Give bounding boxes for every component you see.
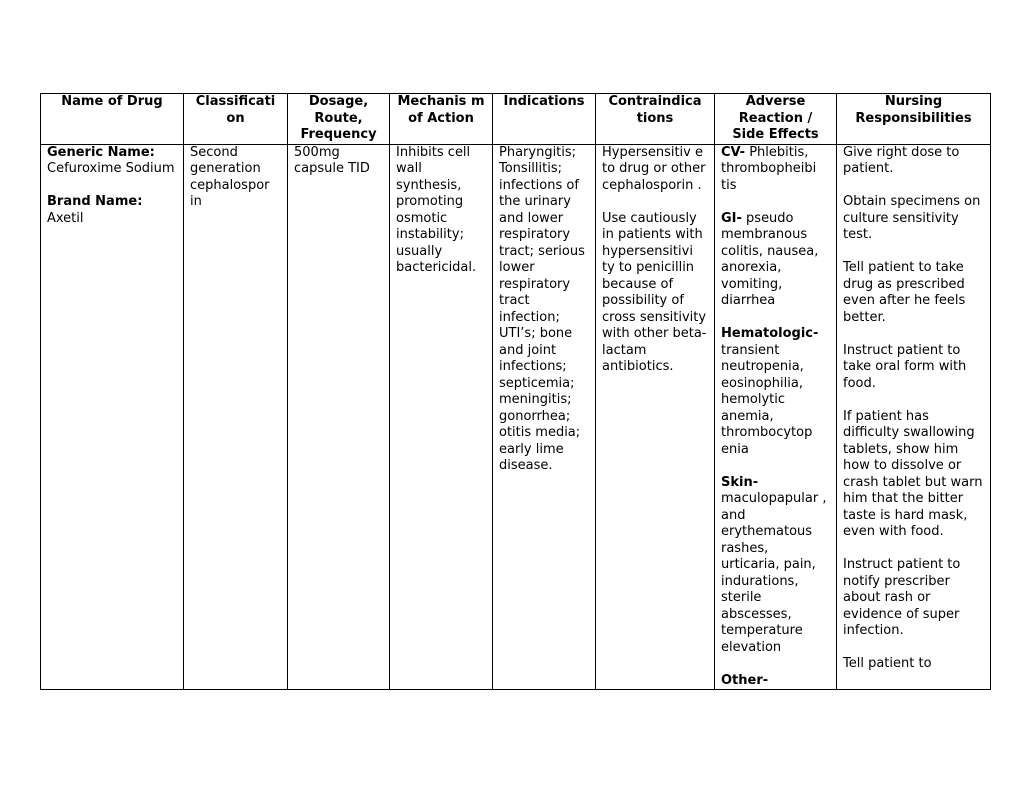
header-indications: Indications (493, 94, 596, 145)
header-name-of-drug: Name of Drug (41, 94, 184, 145)
header-row (41, 94, 991, 145)
adverse-skin (721, 475, 830, 657)
adverse-gi-text: pseudo membranous colitis, nausea, anorexia, vomiting, diarrhea (721, 210, 819, 308)
adverse-hematologic (721, 326, 830, 458)
adverse-cv-text: Phlebitis, thrombopheibi tis (721, 144, 817, 193)
nursing-paragraph-4: Instruct patient to take oral form with food. (843, 342, 967, 391)
classification-text: Second generation cephalospor in (190, 144, 270, 209)
nursing-paragraph-5: If patient has difficulty swallowing tablets, show him how to dissolve or crash tablet but warn him that the bitter taste is hard mask, even with food. (843, 408, 983, 539)
adverse-cv-label: CV- (721, 144, 746, 160)
adverse-gi (721, 211, 830, 310)
header-contraindications: Contraindica tions (596, 94, 715, 145)
mechanism-text: Inhibits cell wall synthesis, promoting osmotic instability; usually bactericidal. (396, 144, 477, 275)
adverse-hematologic-label: Hematologic- (721, 326, 819, 341)
cell-nursing-responsibilities (837, 144, 991, 690)
cell-contraindications (596, 144, 715, 690)
adverse-skin-label: Skin- (721, 474, 759, 490)
header-adverse-reaction: Adverse Reaction / Side Effects (715, 94, 837, 145)
nursing-paragraph-2: Obtain specimens on culture sensitivity test. (843, 194, 981, 242)
brand-name-value: Axetil (47, 210, 84, 226)
cell-adverse-reaction (715, 144, 837, 690)
header-classification: Classificati on (184, 94, 288, 145)
header-nursing-responsibilities: Nursing Responsibilities (837, 94, 991, 145)
nursing-paragraph-6: Instruct patient to notify prescriber about rash or evidence of super infection. (843, 557, 961, 638)
adverse-hematologic-text: transient neutropenia, eosinophilia, hemolytic anemia, thrombocytop enia (721, 342, 813, 457)
indications-text: Pharyngitis; Tonsillitis; infections of the urinary and lower respiratory tract; serious lower respiratory tract infection; UTI’s; bone and joint infections; septicemia; meningitis; gonorrhea; otitis media; early lime disease. (499, 144, 585, 473)
cell-name-of-drug (41, 144, 184, 690)
nursing-paragraph-1: Give right dose to patient. (843, 144, 960, 176)
header-mechanism: Mechanis m of Action (390, 94, 493, 145)
brand-name-label: Brand Name: (47, 194, 143, 209)
table-row (41, 144, 991, 690)
adverse-other-label: Other- (721, 672, 769, 688)
nursing-paragraph-3: Tell patient to take drug as prescribed even after he feels better. (843, 260, 966, 325)
cell-mechanism (390, 144, 493, 690)
cell-indications (493, 144, 596, 690)
adverse-cv (721, 145, 830, 195)
generic-name-value: Cefuroxime Sodium (47, 161, 175, 176)
dosage-text: 500mg capsule TID (294, 144, 370, 176)
contraindication-paragraph-2: Use cautiously in patients with hypersensitivi ty to penicillin because of possibility of cross sensitivity with other beta-lactam antibiotics. (602, 210, 707, 374)
adverse-skin-text: maculopapular , and erythematous rashes, urticaria, pain, indurations, sterile abscesses, temperature elevation (721, 491, 827, 655)
contraindication-paragraph-1: Hypersensitiv e to drug or other cephalosporin . (602, 144, 706, 193)
adverse-gi-label: GI- (721, 210, 742, 226)
cell-dosage (288, 144, 390, 690)
drug-study-table (40, 93, 991, 690)
cell-classification (184, 144, 288, 690)
nursing-paragraph-7: Tell patient to (843, 656, 932, 671)
generic-name-label: Generic Name: (47, 144, 155, 160)
header-dosage: Dosage, Route, Frequency (288, 94, 390, 145)
